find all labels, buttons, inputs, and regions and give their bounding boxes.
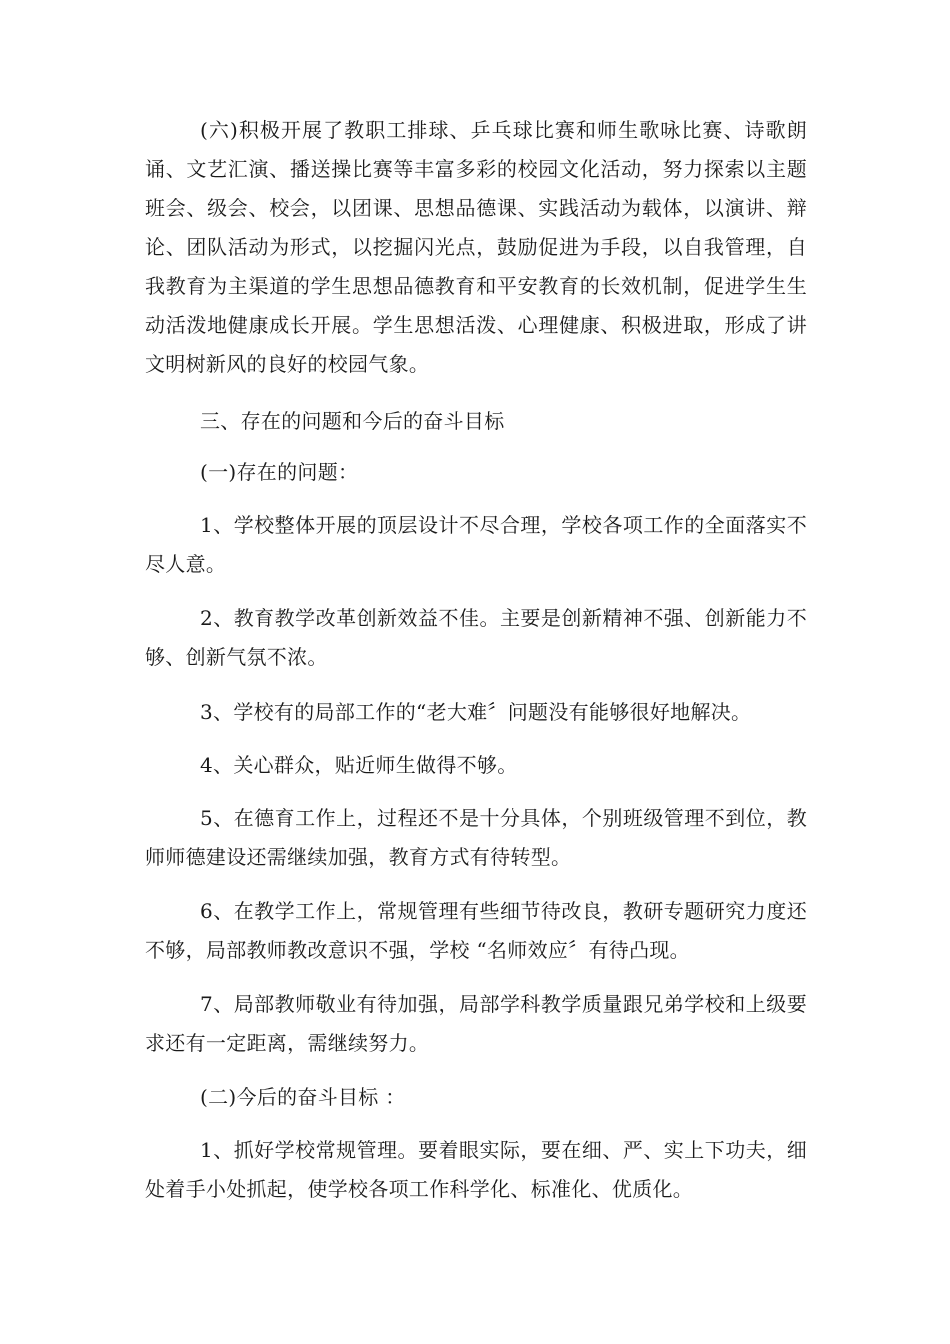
problem-item-5: 5、在德育工作上，过程还不是十分具体，个别班级管理不到位，教师师德建设还需继续加强，教育方式有待转型。	[145, 806, 807, 869]
problem-item-2: 2、教育教学改革创新效益不佳。主要是创新精神不强、创新能力不够、创新气氛不浓。	[145, 606, 807, 669]
problem-item-7: 7、局部教师敬业有待加强，局部学科教学质量跟兄弟学校和上级要求还有一定距离，需继续努力。	[145, 992, 807, 1055]
problem-item-1: 1、学校整体开展的顶层设计不尽合理，学校各项工作的全面落实不尽人意。	[145, 513, 807, 576]
subheading-existing-problems: (一)存在的问题：	[200, 460, 359, 484]
problem-item-4: 4、关心群众，贴近师生做得不够。	[200, 753, 518, 777]
paragraph-campus-activities: (六)积极开展了教职工排球、乒乓球比赛和师生歌咏比赛、诗歌朗诵、文艺汇演、播送操比赛等丰富多彩的校园文化活动，努力探索以主题班会、级会、校会，以团课、思想品德课、实践活动为载体，以演讲、辩论、团队活动为形式，以挖掘闪光点，鼓励促进为手段，以自我管理，自我教育为主渠道的学生思想品德教育和平安教育的长效机制，促进学生生动活泼地健康成长开展。学生思想活泼、心理健康、积极进取，形成了讲文明树新风的良好的校园气象。	[145, 118, 807, 376]
section-heading-problems-goals: 三、存在的问题和今后的奋斗目标	[200, 409, 505, 433]
subheading-future-goals: (二)今后的奋斗目标 ：	[200, 1085, 406, 1109]
goal-item-1: 1、抓好学校常规管理。要着眼实际，要在细、严、实上下功夫，细处着手小处抓起，使学校各项工作科学化、标准化、优质化。	[145, 1138, 807, 1201]
problem-item-6: 6、在教学工作上，常规管理有些细节待改良，教研专题研究力度还不够，局部教师教改意识不强，学校 “名师效应〞有待凸现。	[145, 899, 807, 962]
problem-item-3: 3、学校有的局部工作的“老大难〞问题没有能够很好地解决。	[200, 700, 752, 724]
